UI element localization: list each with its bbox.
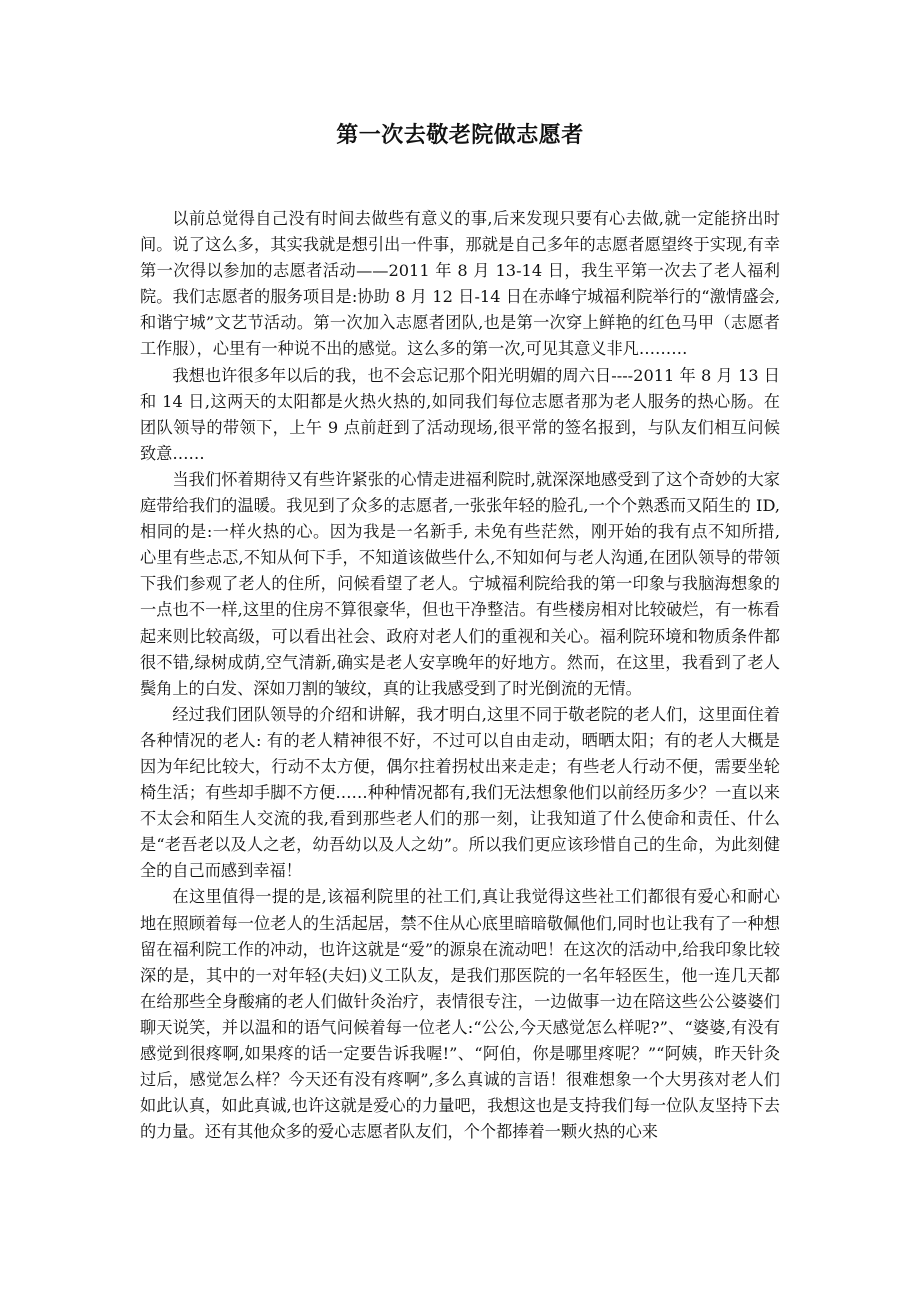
paragraph-1: 以前总觉得自己没有时间去做些有意义的事,后来发现只要有心去做,就一定能挤出时间。说了这么多，其实我就是想引出一件事，那就是自己多年的志愿者愿望终于实现,有幸第一次得以参加的志愿者活动——2011 年 8 月 13-14 日，我生平第一次去了老人福利院。我们志愿者的服务项目是:协助 8 月 12 日-14 日在赤峰宁城福利院举行的“激情盛会,和谐宁城”文艺节活动。第一次加入志愿者团队,也是第一次穿上鲜艳的红色马甲（志愿者工作服），心里有一种说不出的感觉。这么多的第一次,可见其意义非凡……… xyxy=(140,209,780,359)
paragraph-3: 当我们怀着期待又有些许紧张的心情走进福利院时,就深深地感受到了这个奇妙的大家庭带给我们的温暖。我见到了众多的志愿者,一张张年轻的脸孔,一个个熟悉而又陌生的 ID,相同的是:一样火热的心。因为我是一名新手, 未免有些茫然，刚开始的我有点不知所措, 心里有些忐忑,不知从何下手，不知道该做些什么,不知如何与老人沟通,在团队领导的带领下我们参观了老人的住所，问候看望了老人。宁城福利院给我的第一印象与我脑海想象的一点也不一样,这里的住房不算很豪华，但也干净整洁。有些楼房相对比较破烂，有一栋看起来则比较高级，可以看出社会、政府对老人们的重视和关心。福利院环境和物质条件都很不错,绿树成荫,空气清新,确实是老人安享晚年的好地方。然而，在这里，我看到了老人鬓角上的白发、深如刀割的皱纹，真的让我感受到了时光倒流的无情。 xyxy=(140,469,780,698)
page-title: 第一次去敬老院做志愿者 xyxy=(336,123,584,148)
paragraph-4: 经过我们团队领导的介绍和讲解，我才明白,这里不同于敬老院的老人们，这里面住着各种情况的老人: 有的老人精神很不好，不过可以自由走动，晒晒太阳；有的老人大概是因为年纪比较大，行动不太方便，偶尔拄着拐杖出来走走；有些老人行动不便，需要坐轮椅生活；有些却手脚不方便……种种情况都有,我们无法想象他们以前经历多少？一直以来不太会和陌生人交流的我,看到那些老人们的那一刻，让我知道了什么使命和责任、什么是“老吾老以及人之老，幼吾幼以及人之幼”。所以我们更应该珍惜自己的生命，为此刻健全的自己而感到幸福！ xyxy=(140,704,780,881)
paragraph-2: 我想也许很多年以后的我，也不会忘记那个阳光明媚的周六日----2011 年 8 月 13 日和 14 日,这两天的太阳都是火热火热的,如同我们每位志愿者那为老人服务的热心肠。在团队领导的带领下，上午 9 点前赶到了活动现场,很平常的签名报到，与队友们相互问候致意…… xyxy=(140,365,780,463)
article-body xyxy=(140,206,780,1145)
paragraph-5: 在这里值得一提的是,该福利院里的社工们,真让我觉得这些社工们都很有爱心和耐心地在照顾着每一位老人的生活起居，禁不住从心底里暗暗敬佩他们,同时也让我有了一种想留在福利院工作的冲动，也许这就是“爱”的源泉在流动吧！在这次的活动中,给我印象比较深的是，其中的一对年轻(夫妇)义工队友，是我们那医院的一名年轻医生，他一连几天都在给那些全身酸痛的老人们做针灸治疗，表情很专注，一边做事一边在陪这些公公婆婆们聊天说笑，并以温和的语气问候着每一位老人:“公公,今天感觉怎么样呢?”、“婆婆,有没有感觉到很疼啊,如果疼的话一定要告诉我喔!”、“阿伯，你是哪里疼呢？”“阿姨，昨天针灸过后，感觉怎么样？今天还有没有疼啊”,多么真诚的言语！很难想象一个大男孩对老人们如此认真，如此真诚,也许这就是爱心的力量吧，我想这也是支持我们每一位队友坚持下去的力量。还有其他众多的爱心志愿者队友们，个个都捧着一颗火热的心来 xyxy=(140,887,780,1142)
